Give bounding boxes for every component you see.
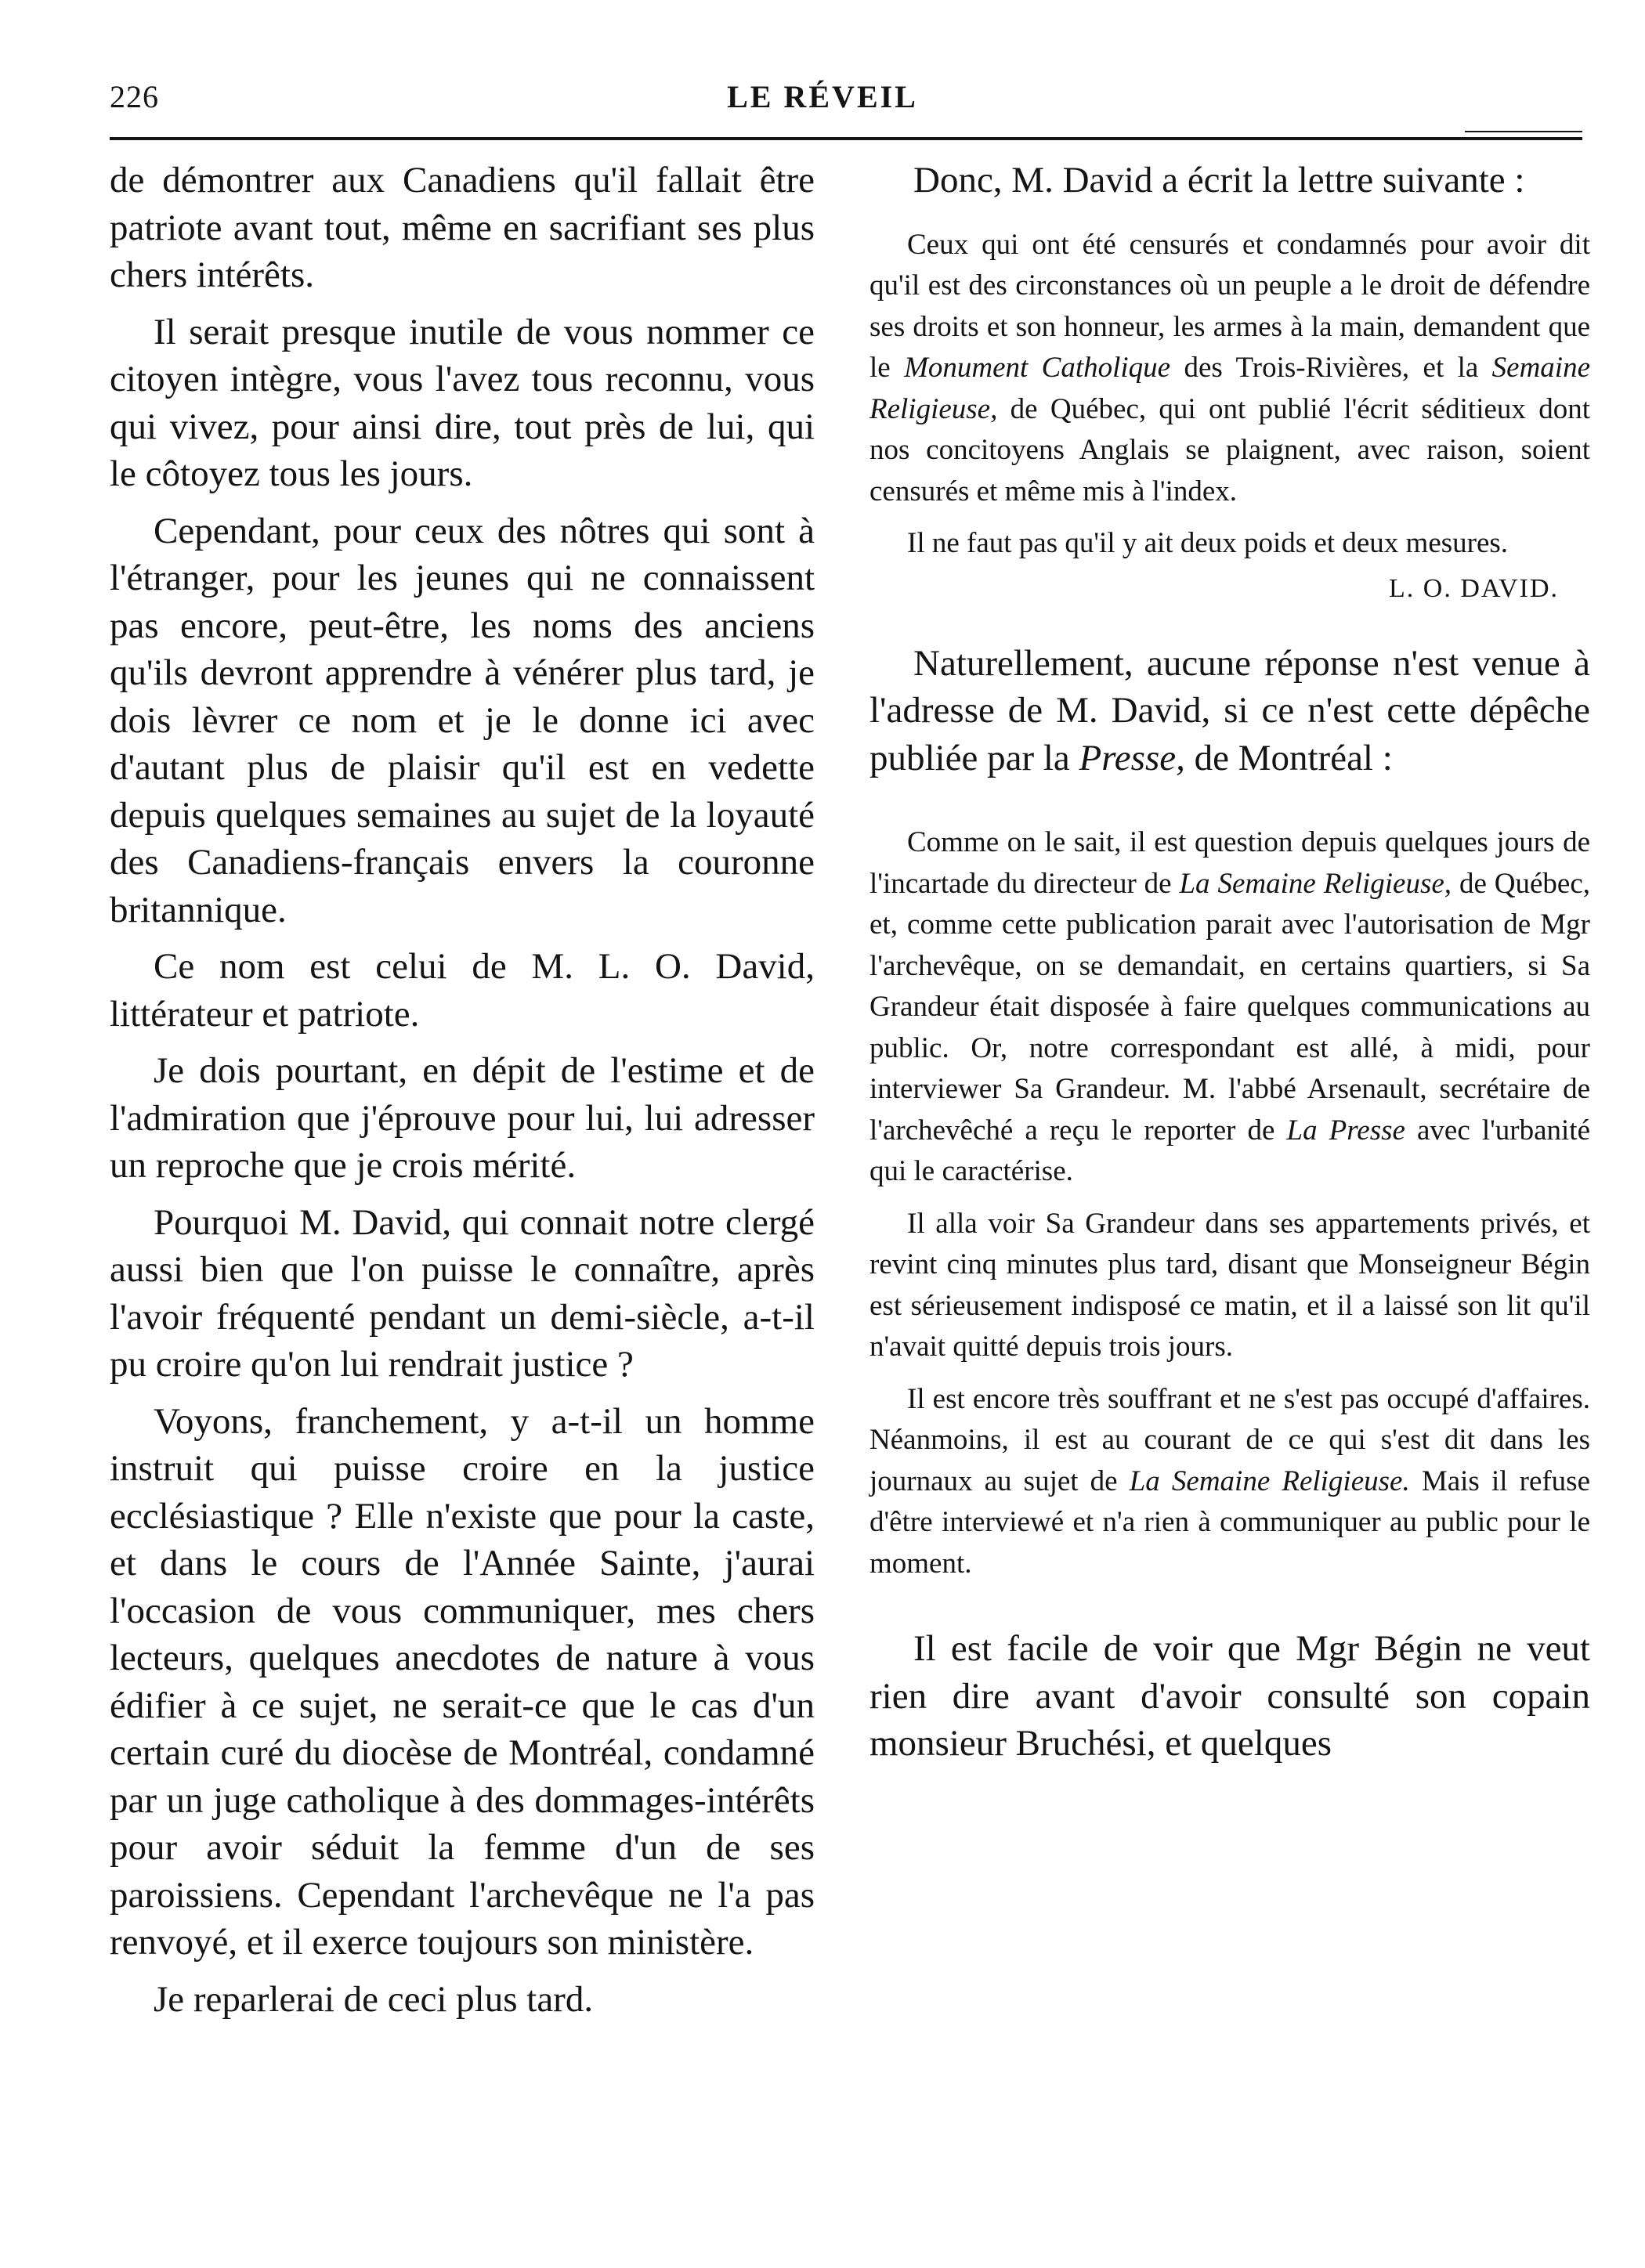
body-paragraph: Cependant, pour ceux des nôtres qui sont à l'étranger, pour les jeunes qui ne connaissent pas encore, peut-être, les noms des anciens qu'ils devront apprendre à vénérer plus tard, je dois lèvrer ce nom et je le donne ici avec d'autant plus de plaisir qu'il est en vedette depuis quelques semaines au sujet de la loyauté des Canadiens-français envers la couronne britannique. [110,510,815,930]
body-paragraph: Ce nom est celui de M. L. O. David, littérateur et patriote. [110,946,815,1035]
quoted-dispatch-paragraph: Il est encore très souffrant et ne s'est pas occupé d'affaires. Néanmoins, il est au courant de ce qui s'est dit dans les journaux au sujet de La Semaine Religieuse. Mais il refuse d'être interviewé et n'a rien à communiquer au public pour le moment. [870,1382,1591,1580]
header-rule [110,137,1582,140]
quoted-letter-paragraph: Ceux qui ont été censurés et condamnés pour avoir dit qu'il est des circonstances où un peuple a le droit de défendre ses droits et son honneur, les armes à la main, demandent que le Monument Catholique des Trois-Rivières, et la Semaine Religieuse, de Québec, qui ont publié l'écrit séditieux dont nos concitoyens Anglais se plaignent, avec raison, soient censurés et même mis à l'index. [870,228,1590,507]
letter-signature: L. O. DAVID. [1389,573,1559,603]
page-header [94,78,1551,125]
letter-intro: Donc, M. David a écrit la lettre suivante : [913,160,1525,200]
left-column [110,157,815,2023]
body-paragraph: Il serait presque inutile de vous nommer ce citoyen intègre, vous l'avez tous reconnu, vous qui vivez, pour ainsi dire, tout près de lui, qui le côtoyez tous les jours. [110,311,815,494]
right-column [870,157,1590,1768]
page-number: 226 [110,79,159,114]
header-rule-accent [1465,131,1582,132]
body-paragraph: Voyons, franchement, y a-t-il un homme instruit qui puisse croire en la justice ecclésiastique ? Elle n'existe que pour la caste, et dans le cours de l'Année Sainte, j'aurai l'occasion de vous communiquer, mes chers lecteurs, quelques anecdotes de nature à vous édifier à ce sujet, ne serait-ce que le cas d'un certain curé du diocèse de Montréal, condamné par un juge catholique à des dommages-intérêts pour avoir séduit la femme d'un de ses paroissiens. Cependant l'archevêque ne l'a pas renvoyé, et il exerce toujours son ministère. [110,1400,815,1963]
quoted-letter-paragraph: Il ne faut pas qu'il y ait deux poids et deux mesures. [907,527,1509,559]
body-paragraph: de démontrer aux Canadiens qu'il fallait être patriote avant tout, même en sacrifiant ses plus chers intérêts. [110,160,815,295]
body-paragraph: Je dois pourtant, en dépit de l'estime et de l'admiration que j'éprouve pour lui, lui adresser un reproche que je crois mérité. [110,1050,815,1186]
body-paragraph: Naturellement, aucune réponse n'est venue à l'adresse de M. David, si ce n'est cette dépêche publiée par la Presse, de Montréal : [870,642,1590,778]
quoted-dispatch-paragraph: Comme on le sait, il est question depuis quelques jours de l'incartade du directeur de La Semaine Religieuse, de Québec, et, comme cette publication parait avec l'autorisation de Mgr l'archevêque, on se demandait, en certains quartiers, si Sa Grandeur était disposée à faire quelques communications au public. Or, notre correspondant est allé, à midi, pour interviewer Sa Grandeur. M. l'abbé Arsenault, secrétaire de l'archevêché a reçu le reporter de La Presse avec l'urbanité qui le caractérise. [870,826,1590,1187]
body-paragraph: Je reparlerai de ceci plus tard. [154,1978,594,2020]
quoted-dispatch-paragraph: Il alla voir Sa Grandeur dans ses appartements privés, et revint cinq minutes plus tard, disant que Monseigneur Bégin est sérieusement indisposé ce matin, et il a laissé son lit qu'il n'avait quitté depuis trois jours. [870,1207,1590,1363]
body-paragraph: Il est facile de voir que Mgr Bégin ne veut rien dire avant d'avoir consulté son copain monsieur Bruchési, et quelques [870,1628,1590,1764]
running-title: LE RÉVEIL [727,79,918,114]
body-paragraph: Pourquoi M. David, qui connait notre clergé aussi bien que l'on puisse le connaître, après l'avoir fréquenté pendant un demi-siècle, a-t-il pu croire qu'on lui rendrait justice ? [110,1201,815,1385]
